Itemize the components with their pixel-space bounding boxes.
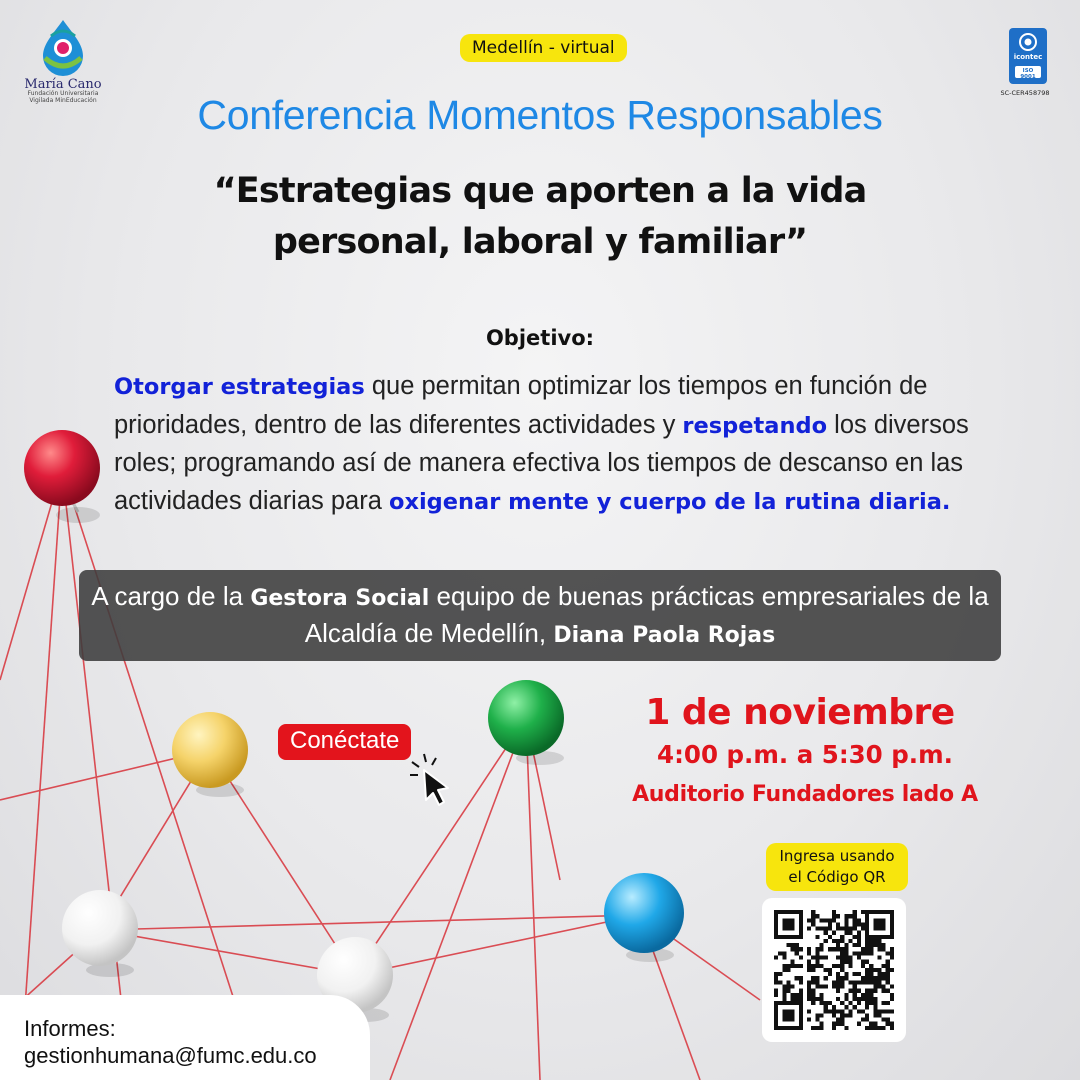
objective-text-4: los diversos roles; programando así de manera efectiva los tiempos de descanso en las actividades diarias para xyxy=(114,410,969,515)
speaker-org: equipo de buenas prácticas empresariales de la Alcaldía de Medellín, xyxy=(304,581,989,648)
connect-button[interactable]: Conéctate xyxy=(278,724,411,760)
objective-highlight-2: respetando xyxy=(682,412,828,439)
speaker-box xyxy=(79,570,1001,661)
certificate-code: SC-CER458798 xyxy=(1000,89,1050,97)
logo-subtitle: Fundación Universitaria xyxy=(27,90,99,97)
drop-logo-icon xyxy=(33,18,93,76)
red-pin xyxy=(24,430,100,506)
contact-email[interactable]: gestionhumana@fumc.edu.co xyxy=(24,1043,317,1068)
logo-name: María Cano xyxy=(24,77,102,92)
objective-label: Objetivo: xyxy=(485,326,595,350)
event-time: 4:00 p.m. a 5:30 p.m. xyxy=(657,740,953,769)
icontec-brand: icontec xyxy=(1013,53,1043,61)
subtitle-line-2: personal, laboral y familiar” xyxy=(272,222,808,262)
speaker-role: Gestora Social xyxy=(250,586,430,611)
qr-code[interactable] xyxy=(762,898,906,1042)
icontec-iso: ISO 9001 xyxy=(1020,68,1036,80)
subtitle-line-1: “Estrategias que aporten a la vida xyxy=(213,171,867,211)
speaker-prefix: A cargo de la xyxy=(91,581,251,611)
qr-instruction-line-1: Ingresa usando xyxy=(779,847,895,865)
objective-text-2: que permitan optimizar los tiempos en función de prioridades, dentro de las diferentes actividades y xyxy=(114,372,928,439)
qr-code-icon xyxy=(774,910,894,1030)
qr-instruction xyxy=(766,843,908,891)
yellow-pin xyxy=(172,712,248,788)
logo-vigilada: Vigilada MinEducación xyxy=(29,96,97,104)
blue-pin xyxy=(604,873,684,953)
speaker-name: Diana Paola Rojas xyxy=(553,623,776,648)
contact-panel xyxy=(0,995,370,1080)
location-badge: Medellín - virtual xyxy=(460,34,627,62)
icontec-icon xyxy=(1009,28,1047,84)
white-pin-left xyxy=(62,890,138,966)
objective-text xyxy=(114,368,984,521)
event-date: 1 de noviembre xyxy=(645,692,955,733)
qr-instruction-line-2: el Código QR xyxy=(788,868,886,886)
event-venue: Auditorio Fundadores lado A xyxy=(632,782,978,807)
objective-highlight-3: oxigenar mente y cuerpo de la rutina diaria. xyxy=(388,488,951,515)
icontec-badge xyxy=(1000,28,1052,97)
conference-title: Conferencia Momentos Responsables xyxy=(197,92,883,138)
green-pin xyxy=(488,680,564,756)
objective-highlight-1: Otorgar estrategias xyxy=(114,374,365,400)
contact-label: Informes: xyxy=(24,1016,116,1041)
conference-subtitle xyxy=(90,166,990,268)
pointer-cursor-icon xyxy=(402,748,458,814)
